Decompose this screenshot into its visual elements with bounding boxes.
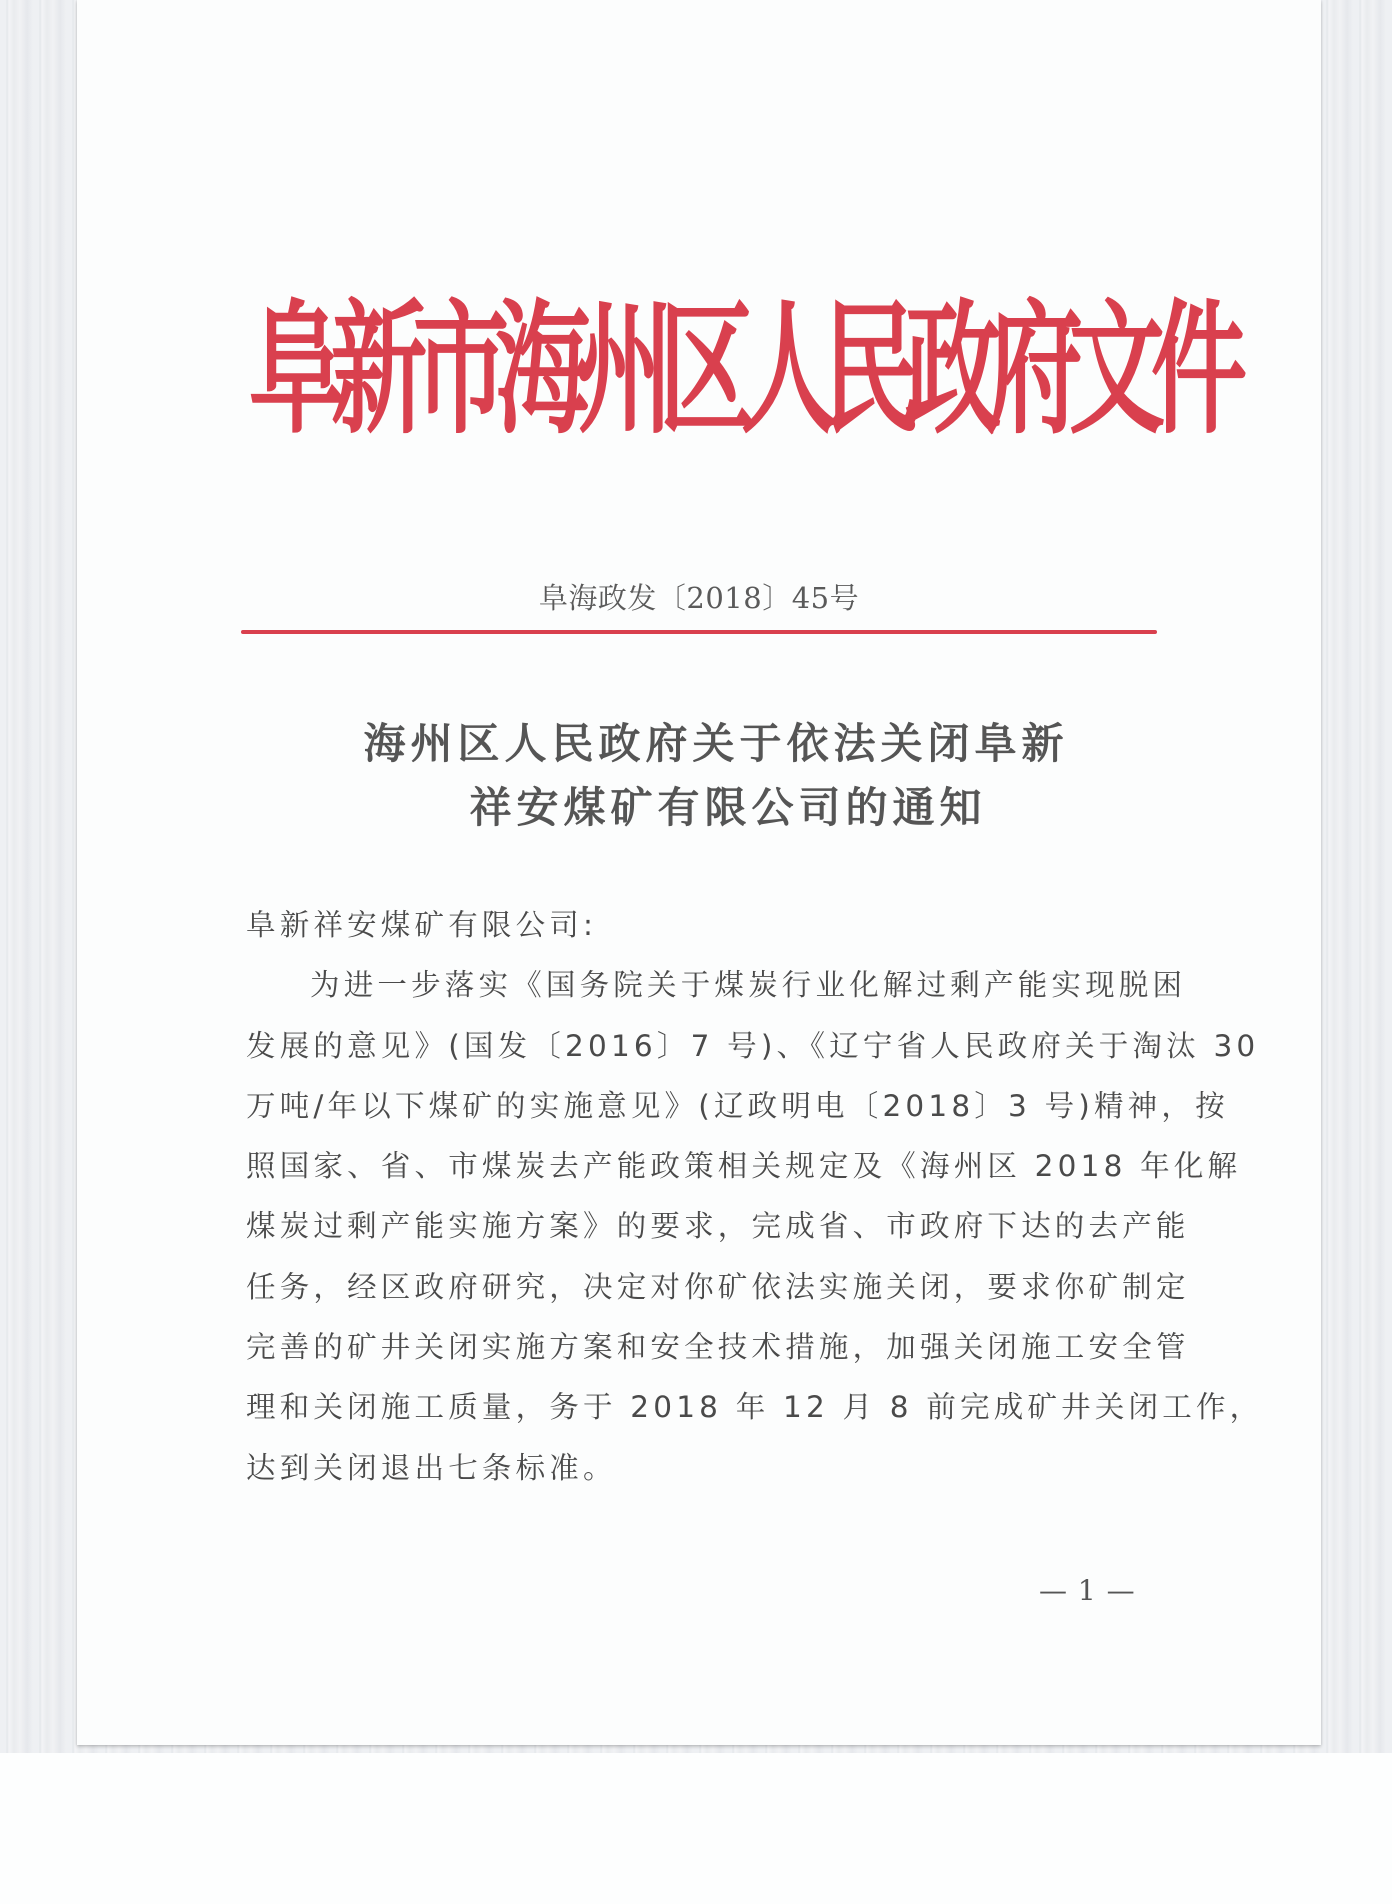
masthead-char: 区 (659, 286, 755, 454)
notice-title-line-2: 祥安煤矿有限公司的通知 (469, 783, 987, 832)
document-number: 阜海政发〔2018〕45号 (538, 581, 860, 615)
masthead-char: 市 (413, 286, 509, 454)
page-number: — 1 — (1039, 1574, 1136, 1607)
body-line: 理和关闭施工质量，务于 2018 年 12 月 8 前完成矿井关闭工作， (246, 1390, 1264, 1425)
notice-body (246, 895, 1264, 1498)
body-line: 任务，经区政府研究，决定对你矿依法实施关闭，要求你矿制定 (246, 1269, 1190, 1304)
body-line: 为进一步落实《国务院关于煤炭行业化解过剩产能实现脱困 (310, 968, 1187, 1003)
notice-title (77, 712, 1321, 840)
masthead-char: 政 (905, 286, 1001, 454)
body-line: 万吨/年以下煤矿的实施意见》(辽政明电〔2018〕3 号)精神，按 (246, 1088, 1229, 1123)
masthead-char: 件 (1151, 286, 1247, 454)
masthead-char: 阜 (249, 286, 345, 454)
body-line: 照国家、省、市煤炭去产能政策相关规定及《海州区 2018 年化解 (246, 1149, 1242, 1184)
red-divider-rule (241, 630, 1157, 634)
body-line: 达到关闭退出七条标准。 (246, 1450, 617, 1485)
masthead-char: 海 (495, 286, 591, 454)
masthead-char: 府 (987, 286, 1083, 454)
body-line: 煤炭过剩产能实施方案》的要求，完成省、市政府下达的去产能 (246, 1209, 1190, 1244)
masthead-char: 新 (331, 286, 427, 454)
masthead-title (249, 286, 1247, 454)
masthead-char: 文 (1069, 286, 1165, 454)
document-page (77, 0, 1321, 1745)
masthead-char: 民 (823, 286, 919, 454)
masthead-char: 人 (741, 286, 837, 454)
masthead-char: 州 (577, 286, 673, 454)
salutation: 阜新祥安煤矿有限公司: (246, 908, 598, 942)
body-line: 完善的矿井关闭实施方案和安全技术措施，加强关闭施工安全管 (246, 1330, 1190, 1365)
notice-title-line-1: 海州区人民政府关于依法关闭阜新 (363, 719, 1069, 768)
body-line: 发展的意见》(国发〔2016〕7 号)、《辽宁省人民政府关于淘汰 30 (246, 1028, 1260, 1063)
